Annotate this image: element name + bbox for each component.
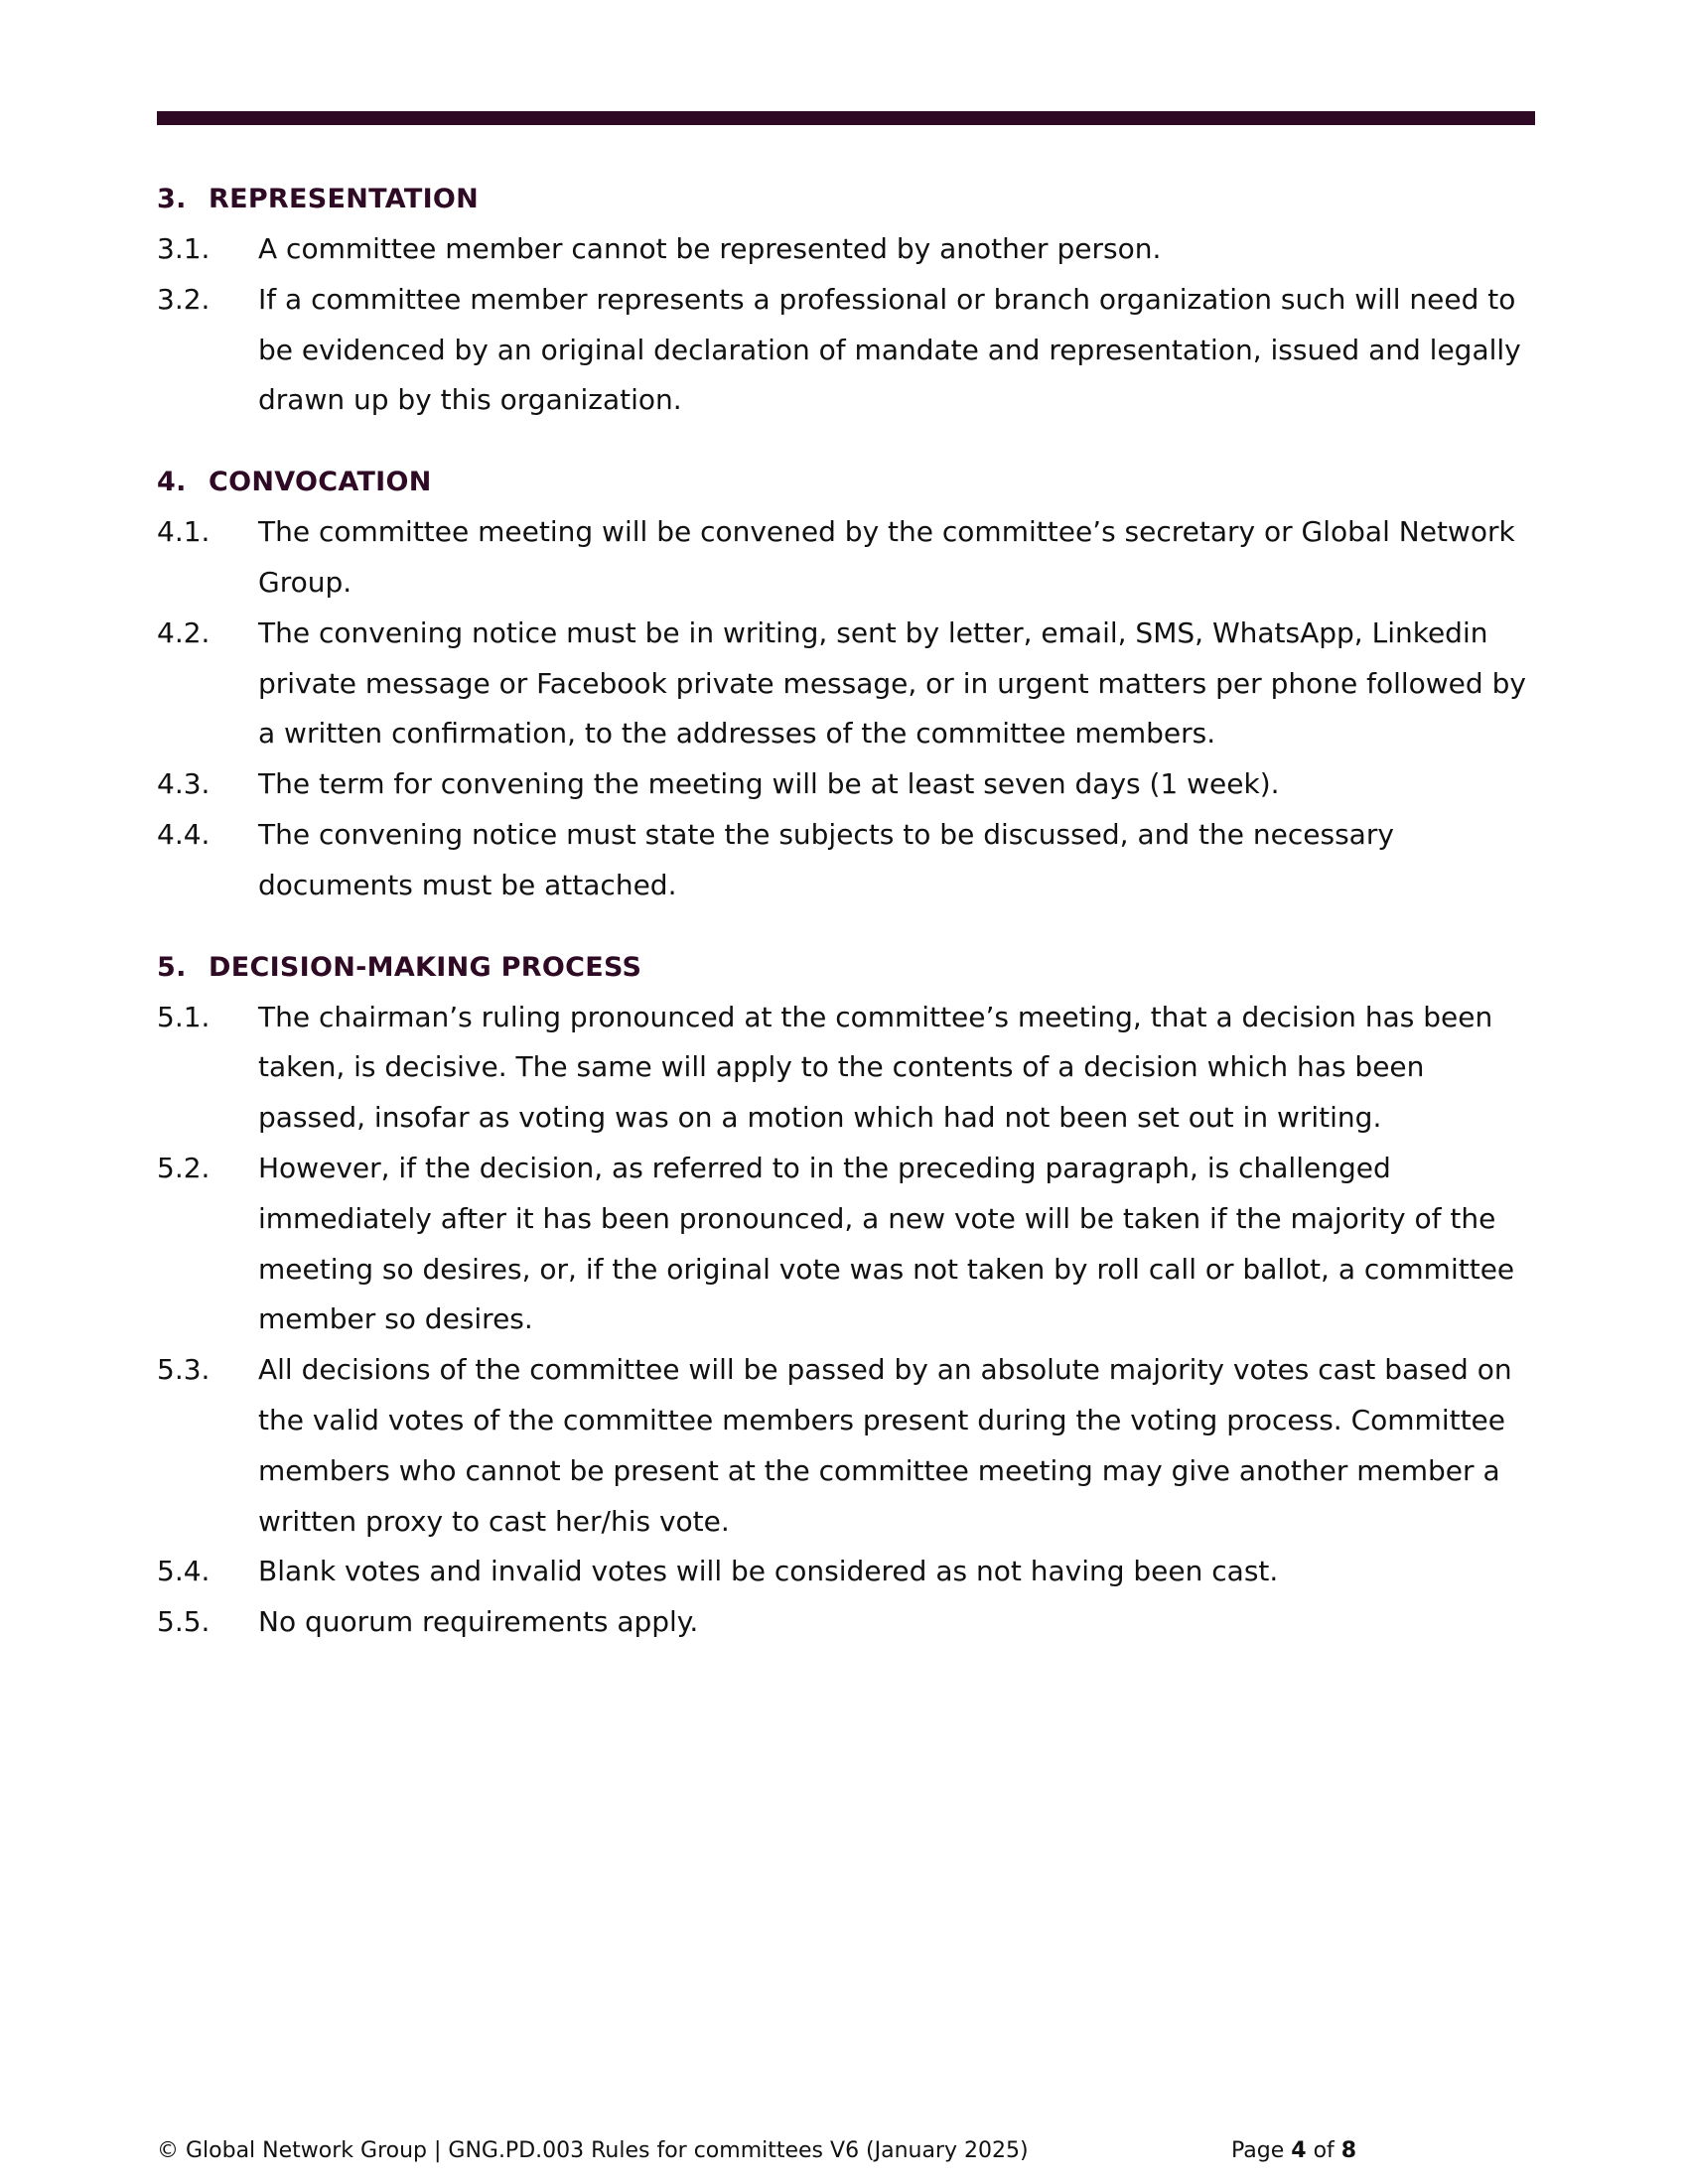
section-title: REPRESENTATION [209,184,480,214]
section-decision-making-process [157,943,1537,1648]
section-title: DECISION-MAKING PROCESS [209,951,642,983]
clause-text: The term for convening the meeting will be at least seven days (1 week). [258,767,1280,801]
section-number: 5. [157,951,187,983]
clause-number: 4.3. [157,767,211,801]
clause-number: 3.1. [157,232,211,265]
clause-text: However, if the decision, as referred to in the preceding paragraph, is challenged immediately after it has been pronounced, a new vote will be taken if the majority of the meeting so desires, or, if the original vote was not taken by roll call or ballot, a committee member so desires. [258,1151,1515,1336]
page-label: Page [1231,2138,1285,2163]
section-heading [157,175,1537,224]
clause-number: 3.2. [157,282,211,316]
clause-text: The chairman’s ruling pronounced at the committee’s meeting, that a decision has been taken, is decisive. The same will apply to the contents of a decision which has been passed, insofar as voting was on a motion which had not been set out in writing. [258,1000,1493,1135]
clause-text: If a committee member represents a professional or branch organization such will need to be evidenced by an original declaration of mandate and representation, issued and legally drawn up by this organization. [258,282,1521,417]
clause-text: The convening notice must state the subjects to be discussed, and the necessary documents must be attached. [258,817,1394,901]
clause-number: 5.2. [157,1151,211,1184]
page-indicator [1231,2136,1356,2166]
header-divider-bar [157,111,1535,125]
clause-5-5 [157,1597,1537,1648]
clause-text: The committee meeting will be convened by the committee’s secretary or Global Network Group. [258,515,1515,599]
clause-text: The convening notice must be in writing, sent by letter, email, SMS, WhatsApp, Linkedin private message or Facebook private message, or in urgent matters per phone followed by a written confirmation, to the addresses of the committee members. [258,615,1526,751]
section-convocation [157,458,1537,910]
clause-4-3 [157,759,1537,810]
document-body [157,175,1537,1680]
clause-number: 4.2. [157,615,211,649]
clause-4-4 [157,810,1537,911]
page-current: 4 [1291,2138,1307,2163]
clause-5-4 [157,1547,1537,1597]
section-title: CONVOCATION [209,467,432,498]
clause-text: A committee member cannot be represented by another person. [258,232,1162,265]
clause-text: No quorum requirements apply. [258,1605,699,1639]
clause-number: 5.1. [157,1000,211,1033]
section-heading [157,458,1537,507]
clause-4-2 [157,609,1537,759]
clause-number: 4.1. [157,515,211,549]
page-total: 8 [1340,2138,1357,2163]
clause-text: Blank votes and invalid votes will be considered as not having been cast. [258,1555,1279,1588]
section-representation [157,175,1537,426]
clause-4-1 [157,507,1537,609]
clause-number: 4.4. [157,817,211,851]
section-number: 3. [157,184,187,214]
clause-3-2 [157,275,1537,426]
section-heading [157,943,1537,993]
section-number: 4. [157,467,187,498]
clause-5-2 [157,1144,1537,1345]
clause-text: All decisions of the committee will be passed by an absolute majority votes cast based on the valid votes of the committee members present during the voting process. Committee members who cannot be present at the committee meeting may give another member a written proxy to cast her/his vote. [258,1353,1512,1538]
footer-copyright: © Global Network Group | GNG.PD.003 Rules for committees V6 (January 2025) [157,2138,1029,2163]
clause-5-1 [157,993,1537,1144]
clause-3-1 [157,224,1537,275]
clause-number: 5.5. [157,1605,211,1639]
clause-number: 5.4. [157,1555,211,1588]
page-of: of [1313,2138,1335,2163]
clause-number: 5.3. [157,1353,211,1387]
clause-5-3 [157,1345,1537,1547]
